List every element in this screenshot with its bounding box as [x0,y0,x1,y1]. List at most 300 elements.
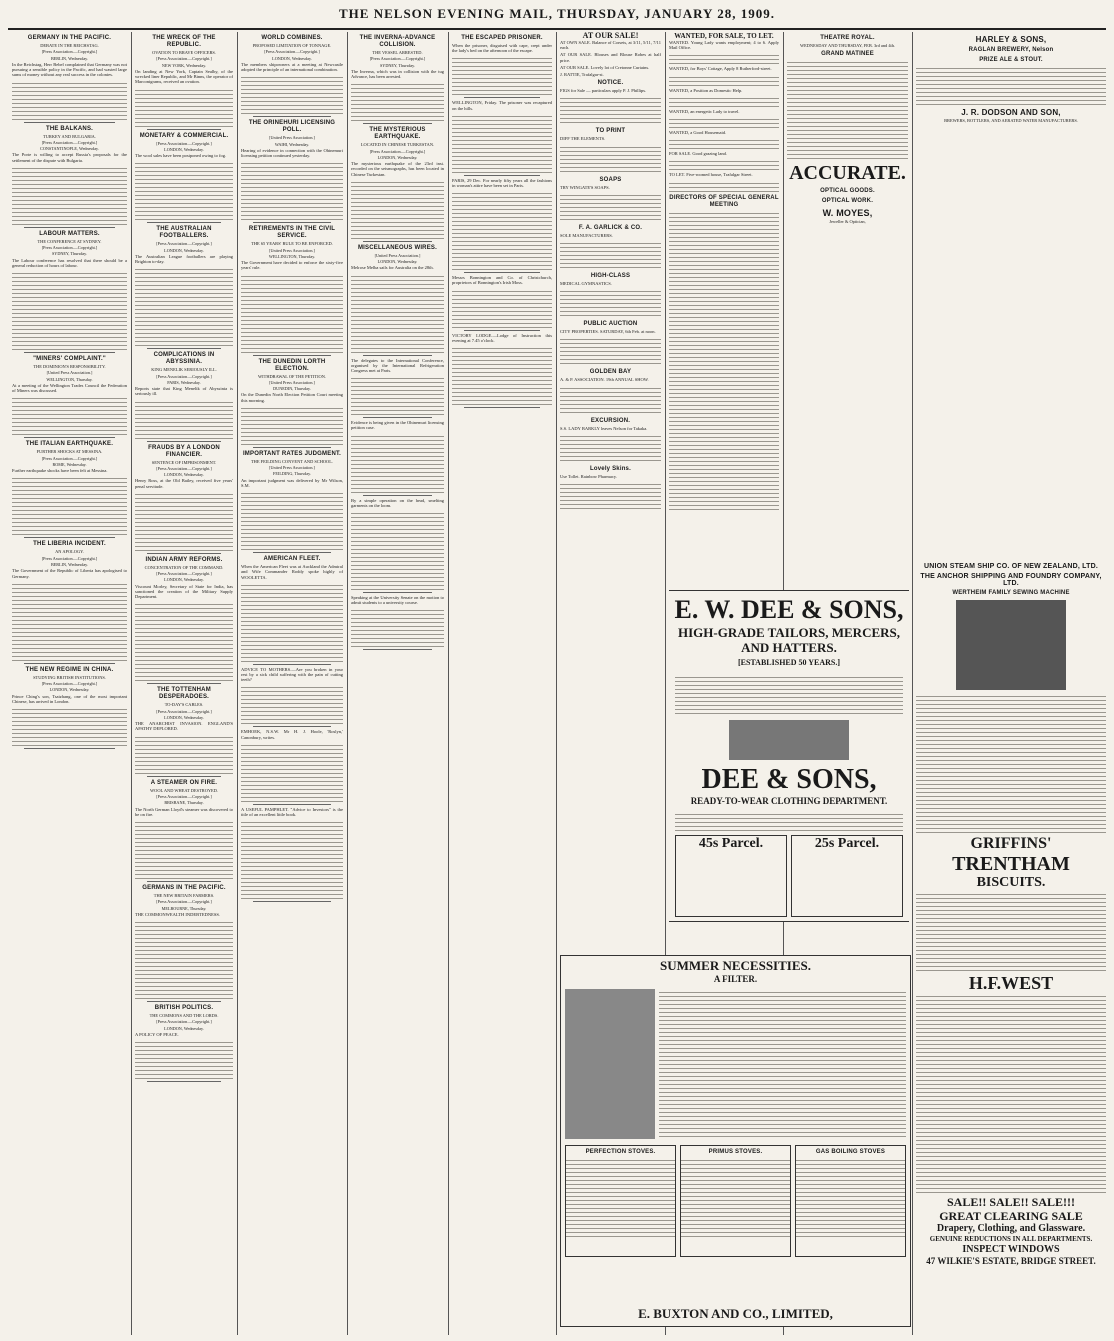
article-credit: [Press Association.—Copyright.] [156,899,212,905]
filler-text [669,158,779,170]
article-rule [147,881,221,882]
article-headline: COMPLICATIONS IN ABYSSINIA. [153,352,215,366]
filler-text [241,74,343,114]
stove-advert [680,1145,791,1257]
news-article [12,35,127,123]
filler-text [241,742,343,802]
news-article [452,35,552,98]
article-rule [464,175,540,176]
article-credit: [Press Association.—Copyright.] [156,56,212,62]
article-credit: [United Press Association.] [46,370,93,376]
article-dateline: BRISBANE, Thursday. [164,800,204,806]
news-article [135,445,233,554]
stove-heading: PRIMUS STOVES. [708,1149,763,1155]
filler-text [135,819,233,879]
filler-text [241,490,343,550]
article-credit: [Press Association.—Copyright.] [41,49,98,55]
article-subheading: FURTHER SHOCKS AT MESSINA. [36,449,103,455]
article-credit: [Press Association.—Copyright.] [41,681,98,687]
article-rule [253,804,331,805]
article-rule [147,441,221,442]
article-rule [464,330,540,331]
article-headline: THE MYSTERIOUS EARTHQUAKE. [369,127,426,141]
article-credit: [Press Association.—Copyright.] [156,571,212,577]
news-article [241,451,343,553]
article-headline: A STEAMER ON FIRE. [150,779,218,786]
article-credit: [Press Association.—Copyright.] [156,241,212,247]
dee-sons-advert [669,590,909,922]
article-rule [464,97,540,98]
article-headline: THE ORINEHURI LICENSING POLL. [248,120,336,134]
filler-text [675,674,903,714]
article-headline: AMERICAN FLEET. [263,556,321,563]
article-rule [253,901,331,902]
classified-item: TO LET. Five-roomed house, Trafalgar Street. [669,172,753,178]
masthead-rule [8,28,1106,30]
article-subheading: WITHDRAWAL OF THE PETITION. [258,373,326,379]
filler-text [916,891,1106,971]
article-body: The members shipowners at a meeting at Newcastle adopted the principle of an international combination. [241,61,343,73]
news-article [241,35,343,117]
article-rule [253,552,331,553]
filter-heading: A FILTER. [713,974,758,984]
filler-text [12,80,127,120]
article-credit: [United Press Association.] [374,252,421,258]
column-divider [131,32,132,1335]
classified-item: WANTED, a Position as Domestic Help. [669,87,743,93]
article-credit: [Press Association.—Copyright.] [41,245,98,251]
article-credit: [Press Association.—Copyright.] [156,708,212,714]
article-rule [24,663,115,664]
filler-text [916,993,1106,1193]
filler-text [135,601,233,681]
article-headline: THE LIBERIA INCIDENT. [33,541,106,548]
filler-text [560,192,661,222]
sewing-machine-illustration [956,600,1066,690]
article-subheading: THE COMMONS AND THE LORDS. [149,1013,219,1019]
filler-text [560,144,661,174]
reductions-heading: GENUINE REDUCTIONS IN ALL DEPARTMENTS. [929,1235,1093,1243]
notice-heading: DIRECTORS OF SPECIAL GENERAL MEETING [669,194,779,208]
ad-heading: Lovely Skins. [590,465,631,472]
article-headline: LABOUR MATTERS. [39,230,100,237]
news-article [241,226,343,355]
news-article [241,807,343,902]
article-subheading: THE NEW BRITAIN FARMERS. [153,892,215,898]
news-article [241,556,343,665]
news-article [12,441,127,538]
article-dateline: WAIHI, Wednesday. [274,141,310,147]
article-body: Speaking at the University Senate on the motion to admit students to a university course. [351,595,444,606]
ad-body: CITY PROPERTIES. SATURDAY, 6th Feb. at noon. [560,329,656,335]
ad-body: DIFF THE ELEMENTS. [560,136,606,142]
article-credit: [Press Association.—Copyright.] [264,49,320,55]
news-article [135,780,233,882]
article-subheading: TO-DAY'S CABLES. [164,702,204,708]
article-credit: [Press Association.—Copyright.] [156,1019,212,1025]
clothing-illustration [729,720,849,760]
article-credit: [Press Association.—Copyright.] [156,140,212,146]
news-column-5 [452,32,552,1335]
article-dateline: LONDON, Wednesday. [272,55,312,61]
article-body: THE COMMONWEALTH INDEBTEDNESS. [135,911,220,917]
optical-work-heading: OPTICAL WORK. [821,198,874,205]
filler-text [659,989,906,1139]
stove-heading: GAS BOILING STOVES [815,1149,886,1155]
news-article [135,1005,233,1082]
news-article [241,359,343,448]
article-headline: THE ITALIAN EARTHQUAKE. [25,441,114,448]
article-body: Prince Ching's son, Tsaizhang, one of the most important Chinese, has arrived in London. [12,693,127,704]
article-headline: THE DUNEDIN LORTH ELECTION. [258,358,326,372]
sale-heading: AT OUR SALE! [582,32,639,40]
dee-subheading-2: AND HATTERS. [741,640,837,655]
filler-text [916,65,1106,105]
right-lower-adverts [916,560,1106,1335]
filler-text [452,55,552,95]
moyes-subheading: Jeweller & Optician, [829,219,866,225]
article-subheading: THE FEILDING CONVENT AND SCHOOL. [251,458,333,464]
article-headline: IMPORTANT RATES JUDGMENT. [242,450,342,457]
article-rule [253,355,331,356]
wilkie-heading: 47 WILKIE'S ESTATE, BRIDGE STREET. [926,1256,1096,1266]
dee-heading-2: DEE & SONS, [701,764,877,795]
article-rule [363,495,432,496]
article-body: The mysterious earthquake of the 23rd inst. recorded on the seismographs, has been located in Chinese Turkestan. [351,161,444,177]
column-divider [448,32,449,1335]
stove-advert [795,1145,906,1257]
news-column-4 [351,32,444,1335]
article-headline: THE WRECK OF THE REPUBLIC. [152,35,216,48]
dodson-subheading: BREWERS, BOTTLERS, AND AERATED WATER MANUFACTURERS. [944,118,1078,123]
column-divider [347,32,348,1335]
article-subheading: CONCENTRATION OF THE COMMAND. [144,564,224,570]
article-dateline: LONDON, Wednesday. [49,687,90,693]
article-rule [147,129,221,130]
filler-text [351,607,444,647]
sale-item: AT OWN SALE. Balance of Corsets, at 3/11, 5/11, 7/11 each. [560,40,661,51]
machine-heading: WERTHEIM FAMILY SEWING MACHINE [952,590,1070,596]
article-body: The North German Lloyd's steamer was discovered to be on fire. [135,806,233,817]
article-headline: BRITISH POLITICS. [154,1005,214,1012]
filler-text [241,582,343,662]
article-rule [363,355,432,356]
article-body: PARIS, 29 Dec. For nearly fifty years all the fashions in woman's attire have been set in Paris. [452,177,552,189]
article-rule [147,1001,221,1002]
article-headline: THE BALKANS. [45,125,94,132]
news-article [12,541,127,663]
filler-text [787,59,908,159]
article-body: The Porte is willing to accept Russia's proposals for the settlement of the dispute with Bulgaria. [12,152,127,163]
news-article [135,557,233,685]
filler-text [681,1157,790,1237]
news-article [135,352,233,441]
article-subheading: DEBATE IN THE REICHSTAG. [40,43,99,48]
filler-text [560,95,661,125]
filler-text [669,210,779,510]
article-headline: MISCELLANEOUS WIRES. [357,244,437,251]
griffins-heading: GRIFFINS' [970,835,1052,852]
ad-body: MEDICAL GYMNASTICS. [560,281,612,287]
article-subheading: TURKEY AND BULGARIA. [43,133,96,139]
filler-text [560,288,661,318]
article-rule [24,227,115,228]
article-rule [24,352,115,353]
ad-body: TRY WINGATE'S SOAPS. [560,184,610,190]
article-rule [253,116,331,117]
article-dateline: LONDON, Wednesday. [164,146,204,152]
article-subheading: OVATION TO BRAVE OFFICERS. [152,50,216,55]
union-heading: UNION STEAM SHIP CO. OF NEW ZEALAND, LTD. [924,563,1098,570]
filler-text [452,113,552,173]
article-subheading: PROPOSED LIMITATION OF TONNAGE. [252,43,332,48]
news-article [135,687,233,776]
article-rule [363,592,432,593]
news-article [12,667,127,749]
filler-text [241,684,343,724]
news-article [452,100,552,175]
article-rule [147,222,221,223]
moyes-heading: W. MOYES, [822,208,873,219]
classified-item: WANTED, a Good Housemaid. [669,130,727,136]
news-column-2 [135,32,233,1335]
article-subheading: THE VESSEL ARRESTED. [372,50,423,55]
ad-body: Use Tollet. Rainbow Pharmacy. [560,473,617,479]
filler-text [241,160,343,220]
filler-text [796,1157,905,1237]
news-article [12,126,127,228]
filler-text [560,336,661,366]
article-body: The Government of the Republic of Liberia has apologised to Germany. [12,568,127,579]
optical-goods-heading: OPTICAL GOODS. [820,188,875,195]
dee-subheading: HIGH-GRADE TAILORS, MERCERS, [678,625,900,640]
filler-text [351,375,444,415]
article-rule [363,649,432,650]
news-article [452,333,552,408]
article-subheading: THE DOMINION'S RESPONSIBILITY. [33,364,106,370]
summer-heading: SUMMER NECESSITIES. [660,958,811,973]
article-headline: "MINERS' COMPLAINT." [33,356,106,363]
filler-text [241,273,343,353]
filler-text [452,190,552,270]
article-credit: [Press Association.—Copyright.] [156,793,212,799]
filler-text [916,693,1106,833]
news-article [241,729,343,804]
news-article [135,226,233,349]
article-body: Hearing of evidence in connection with the Ohinemuri licensing petition continued yesterday. [241,147,343,159]
article-dateline: ROME, Wednesday. [52,461,87,467]
filler-text [560,433,661,463]
ad-heading: F. A. GARLICK & CO. [578,224,643,231]
article-dateline: LONDON, Wednesday. [377,259,418,265]
article-dateline: PARIS, Wednesday. [167,379,201,385]
article-body: THE ANARCHIST INVASION. ENGLAND'S APATHY DEPLORED. [135,721,233,732]
article-credit: [Press Association.—Copyright.] [41,455,98,461]
article-subheading: STUDYING BRITISH INSTITUTIONS. [33,674,106,680]
filler-text [452,288,552,328]
filter-illustration [565,989,655,1139]
article-credit: [Press Association.—Copyright.] [369,56,426,62]
article-subheading: THE 65 YEARS' RULE TO BE ENFORCED. [251,241,333,247]
article-body: WELLINGTON, Friday. The prisoner was recaptured on the hills. [452,100,552,111]
article-credit: [Press Association.—Copyright.] [369,148,426,154]
filler-text [351,433,444,493]
hfwest-heading: H.F.WEST [968,973,1054,993]
inspect-heading: INSPECT WINDOWS [962,1244,1060,1255]
classified-item: WANTED, for Boys' Cottage, Apply 8 Rutherford-street. [669,66,772,72]
article-dateline: LONDON, Wednesday. [164,472,204,478]
column-divider [237,32,238,1335]
filler-text [669,95,779,107]
wanted-heading: WANTED, FOR SALE, TO LET. [674,32,774,40]
ad-body: A. & P. ASSOCIATION. 19th ANNUAL SHOW. [560,377,649,383]
article-body: When the American Fleet was at Auckland the Admiral and Wife Commander Roddy spoke highly of WOOLETTA. [241,564,343,580]
article-credit: [Press Association.—Copyright.] [41,139,98,145]
article-dateline: BERLIN, Wednesday. [50,55,89,61]
article-headline: RETIREMENTS IN THE CIVIL SERVICE. [248,226,336,240]
article-rule [24,122,115,123]
news-article [351,420,444,495]
filler-text [241,405,343,445]
filler-text [669,52,779,64]
article-body: On the Dunedin North Election Petition Court meeting this morning. [241,392,343,403]
article-rule [24,437,115,438]
article-dateline: CONSTANTINOPLE, Wednesday. [40,146,99,152]
ad-body: SOLE MANUFACTURERS. [560,232,613,238]
filler-text [135,491,233,551]
article-credit: [Press Association.—Copyright.] [156,465,212,471]
filler-text [566,1157,675,1237]
article-headline: GERMANS IN THE PACIFIC. [142,884,226,891]
filler-text [452,345,552,405]
filler-text [351,81,444,121]
filler-text [12,475,127,535]
filler-text [135,919,233,999]
article-body: ADVICE TO MOTHERS.—Are you broken in your rest by a sick child suffering with the pain of cutting teeth? [241,666,343,683]
news-article [12,356,127,438]
filler-text [135,266,233,346]
article-headline: THE TOTTENHAM DESPERADOES. [157,687,211,701]
article-rule [363,417,432,418]
article-rule [253,447,331,448]
article-rule [147,776,221,777]
news-article [452,178,552,273]
article-rule [253,222,331,223]
ad-heading: SOAPS [599,176,622,183]
stove-advert [565,1145,676,1257]
ad-heading: GOLDEN BAY [589,369,632,376]
ad-body: FIGS for Sale — particulars apply P. J. Phillips. [560,88,647,94]
filler-text [12,706,127,746]
news-article [351,358,444,419]
filler-text [12,165,127,225]
prize-heading: PRIZE ALE & STOUT. [979,57,1043,63]
article-body: Viscount Morley, Secretary of State for India, has sanctioned the creation of the Military Supply Department. [135,583,233,600]
article-rule [147,348,221,349]
filler-text [675,811,903,831]
article-body: Henry Ross, at the Old Bailey, received five years' penal servitude. [135,478,233,489]
article-headline: FRAUDS BY A LONDON FINANCIER. [148,444,220,458]
news-column-1 [12,32,127,1335]
article-dateline: NEW YORK, Wednesday. [161,62,207,68]
filler-text [135,399,233,439]
article-body: Further earthquake shocks have been felt at Messina. [12,468,108,474]
parcel-box-25 [791,835,903,917]
news-article [351,595,444,650]
classified-item: WANTED, an energetic Lady to travel. [669,108,740,114]
article-subheading: AN APOLOGY. [55,549,84,555]
article-rule [253,726,331,727]
article-headline: INDIAN ARMY REFORMS. [145,556,223,563]
article-rule [24,537,115,538]
article-body: By a simple operation on the head, smelting garments on the loom. [351,497,444,508]
article-credit: [Press Association.—Copyright.] [156,373,212,379]
article-rule [24,748,115,749]
ad-heading: NOTICE. [597,80,624,87]
article-body: The Labour conference has resolved that there should be a general reduction of hours of labour. [12,257,127,268]
trentham-heading: TRENTHAM [952,853,1070,875]
ad-heading: HIGH-CLASS [590,273,631,280]
article-rule [464,272,540,273]
article-headline: THE NEW REGIME IN CHINA. [25,666,114,673]
news-article [135,133,233,224]
article-dateline: SYDNEY, Thursday. [51,251,88,257]
article-headline: THE ESCAPED PRISONER. [461,35,543,41]
article-body: Evidence is being given in the Ohinemuri licensing petition case. [351,420,444,431]
article-headline: GERMANY IN THE PACIFIC. [27,35,112,41]
article-body: When the prisoner, disguised with cape, crept under the lady's bed on the afternoon of the escape. [452,43,552,54]
article-body: The delegates to the International Conference, organised by the International Refrigeration Congress met at Paris. [351,357,444,373]
news-article [135,885,233,1002]
parcel-45-heading: 45s Parcel. [698,836,764,851]
article-body: Messrs Bonnington and Co. of Christchurch, proprietors of Bonnington's Irish Moss. [452,275,552,286]
article-dateline: WELLINGTON, Thursday. [268,253,316,259]
article-rule [363,123,432,124]
filler-text [12,581,127,661]
article-credit: [United Press Association.] [269,465,315,471]
filler-text [135,1039,233,1079]
ad-body: S.S. LADY BARKLY leaves Nelson for Takaka. [560,425,648,431]
sale-banner: SALE!! SALE!! SALE!!! [946,1195,1075,1209]
theatre-dates: WEDNESDAY AND THURSDAY, FEB. 3rd and 4th. [799,43,896,48]
news-article [135,35,233,130]
article-body: In the Reichstag, Herr Bebel complained that Germany was not pursuing a sensible policy in the Pacific, and had wasted large sums of money without any real success in the colonies. [12,61,127,78]
biscuits-heading: BISCUITS. [976,875,1046,890]
established-text: [ESTABLISHED 50 YEARS.] [737,658,841,667]
buxton-footer: E. BUXTON AND CO., LIMITED, [638,1306,833,1321]
theatre-heading: THEATRE ROYAL. [820,35,875,41]
filler-text [135,87,233,127]
filler-text [560,240,661,270]
article-body: A POLICY OF PEACE. [135,1031,179,1037]
article-dateline: LONDON, Wednesday. [164,247,204,253]
sale-item: AT OUR SALE. Lovely lot of Cretonne Curtains. [560,64,650,70]
column-divider [556,32,557,1335]
clearing-sale-banner: GREAT CLEARING SALE [939,1209,1083,1223]
article-headline: THE AUSTRALIAN FOOTBALLERS. [156,226,212,240]
masthead-title: THE NELSON EVENING MAIL, THURSDAY, JANUARY 28, 1909. [339,6,775,21]
filler-text [12,270,127,350]
article-dateline: LONDON, Wednesday. [164,1025,204,1031]
article-credit: [Press Association.—Copyright.] [41,555,98,561]
article-rule [147,553,221,554]
dee-heading: E. W. DEE & SONS, [674,595,904,624]
article-subheading: SENTENCE OF IMPRISONMENT. [151,459,217,465]
ready-to-wear-heading: READY-TO-WEAR CLOTHING DEPARTMENT. [690,796,888,806]
article-dateline: BERLIN, Wednesday. [50,562,89,568]
news-article [351,245,444,356]
sale-item: AT OUR SALE. Blouses and Blouse Robes at half price. [560,52,661,63]
